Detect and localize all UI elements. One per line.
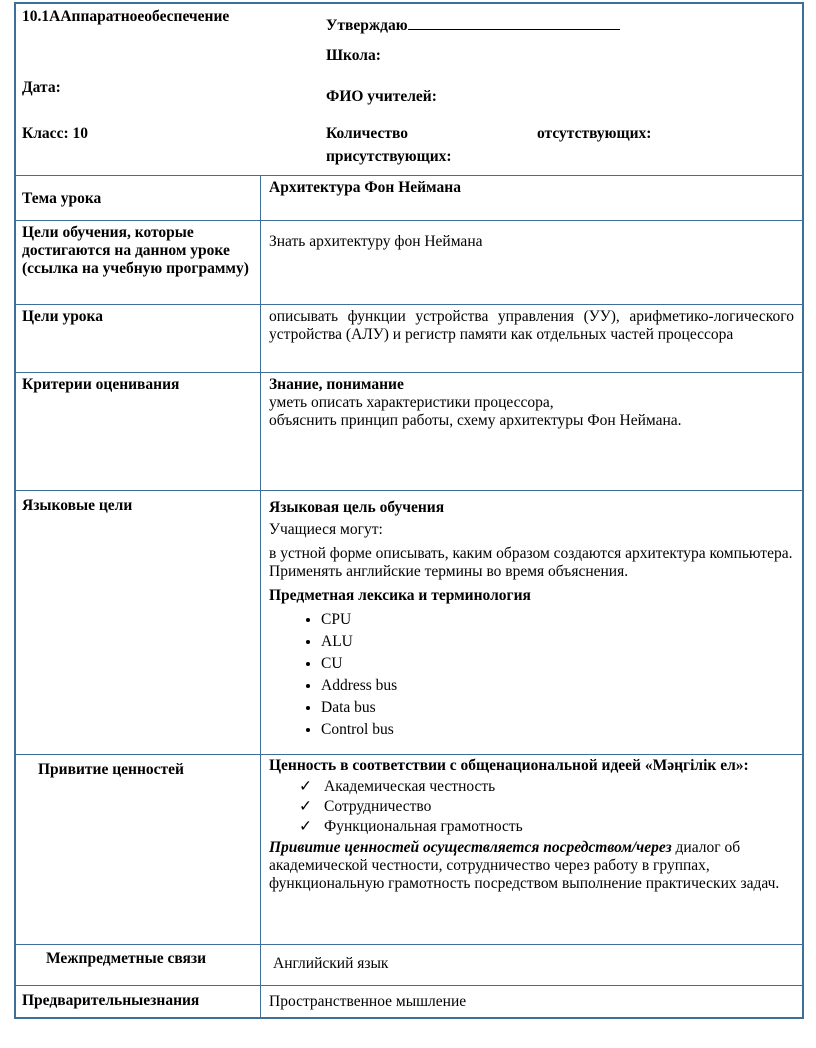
values-row (16, 754, 802, 944)
term-item: • ALU (321, 631, 794, 653)
values-label: Привитие ценностей (16, 755, 261, 944)
date-label: Дата: (22, 79, 61, 96)
language-row (16, 490, 802, 754)
term-item: • Address bus (321, 675, 794, 697)
absent-label: отсутствующих: (537, 125, 652, 142)
class-label: Класс: 10 (22, 125, 88, 142)
term-item: • CPU (321, 609, 794, 631)
prior-label: Предварительныезнания (16, 986, 261, 1017)
lesson-goals-label: Цели урока (16, 305, 261, 372)
language-text: в устной форме описывать, каким образом создаются архитектура компьютера. Применять английские термины во время объяснения. (269, 545, 793, 580)
values-list (269, 777, 794, 837)
present-label: присутствующих: (326, 148, 452, 165)
topic-row (16, 175, 802, 220)
teachers-label: ФИО учителей: (326, 88, 437, 105)
term-item: • CU (321, 653, 794, 675)
lesson-goals-value: описывать функции устройства управления (УУ), арифметико-логического устройства (АЛУ) и регистр памяти как отдельных частей процессора (269, 308, 794, 343)
cross-row (16, 944, 802, 985)
criteria-line-1: уметь описать характеристики процессора, (269, 394, 554, 411)
cross-value: Английский язык (273, 955, 389, 972)
prior-value: Пространственное мышление (269, 993, 467, 1010)
cross-label: Межпредметные связи (16, 945, 261, 985)
terms-list (269, 609, 794, 741)
school-label: Школа: (326, 47, 381, 64)
criteria-line-2: объяснить принцип работы, схему архитектуры Фон Неймана. (269, 412, 682, 429)
approve-label: Утверждаю (326, 17, 620, 35)
term-item: • Data bus (321, 697, 794, 719)
topic-label: Тема урока (16, 176, 261, 220)
criteria-label: Критерии оценивания (16, 373, 261, 490)
value-item: ✓ Сотрудничество (299, 797, 794, 817)
values-italic-lead: Привитие ценностей осуществляется посредством/через (269, 839, 672, 856)
value-item: ✓ Академическая честность (299, 777, 794, 797)
students-can: Учащиеся могут: (269, 521, 383, 538)
language-label: Языковые цели (16, 491, 261, 754)
term-item: • Control bus (321, 719, 794, 741)
count-label: Количество (326, 125, 408, 142)
values-text: диалог об академической честности, сотрудничество через работу в группах, функциональную грамотность посредством выполнение практических задач. (269, 839, 780, 892)
language-heading: Языковая цель обучения (269, 499, 445, 516)
criteria-row (16, 372, 802, 490)
header-row (16, 4, 802, 175)
learning-goals-value: Знать архитектуру фон Неймана (269, 233, 483, 250)
subject-title: 10.1ААппаратноеобеспечение (22, 8, 230, 25)
criteria-heading: Знание, понимание (269, 376, 404, 393)
value-item: ✓ Функциональная грамотность (299, 817, 794, 837)
prior-row (16, 985, 802, 1017)
lesson-plan-table (14, 2, 804, 1019)
vocab-heading: Предметная лексика и терминология (269, 587, 531, 604)
topic-value: Архитектура Фон Неймана (269, 179, 461, 196)
lesson-goals-row (16, 304, 802, 372)
learning-goals-label: Цели обучения, которые достигаются на данном уроке (ссылка на учебную программу) (16, 221, 261, 304)
values-heading: Ценность в соответствии с общенациональной идеей «Мәңгілік ел»: (269, 757, 749, 774)
learning-goals-row (16, 220, 802, 304)
